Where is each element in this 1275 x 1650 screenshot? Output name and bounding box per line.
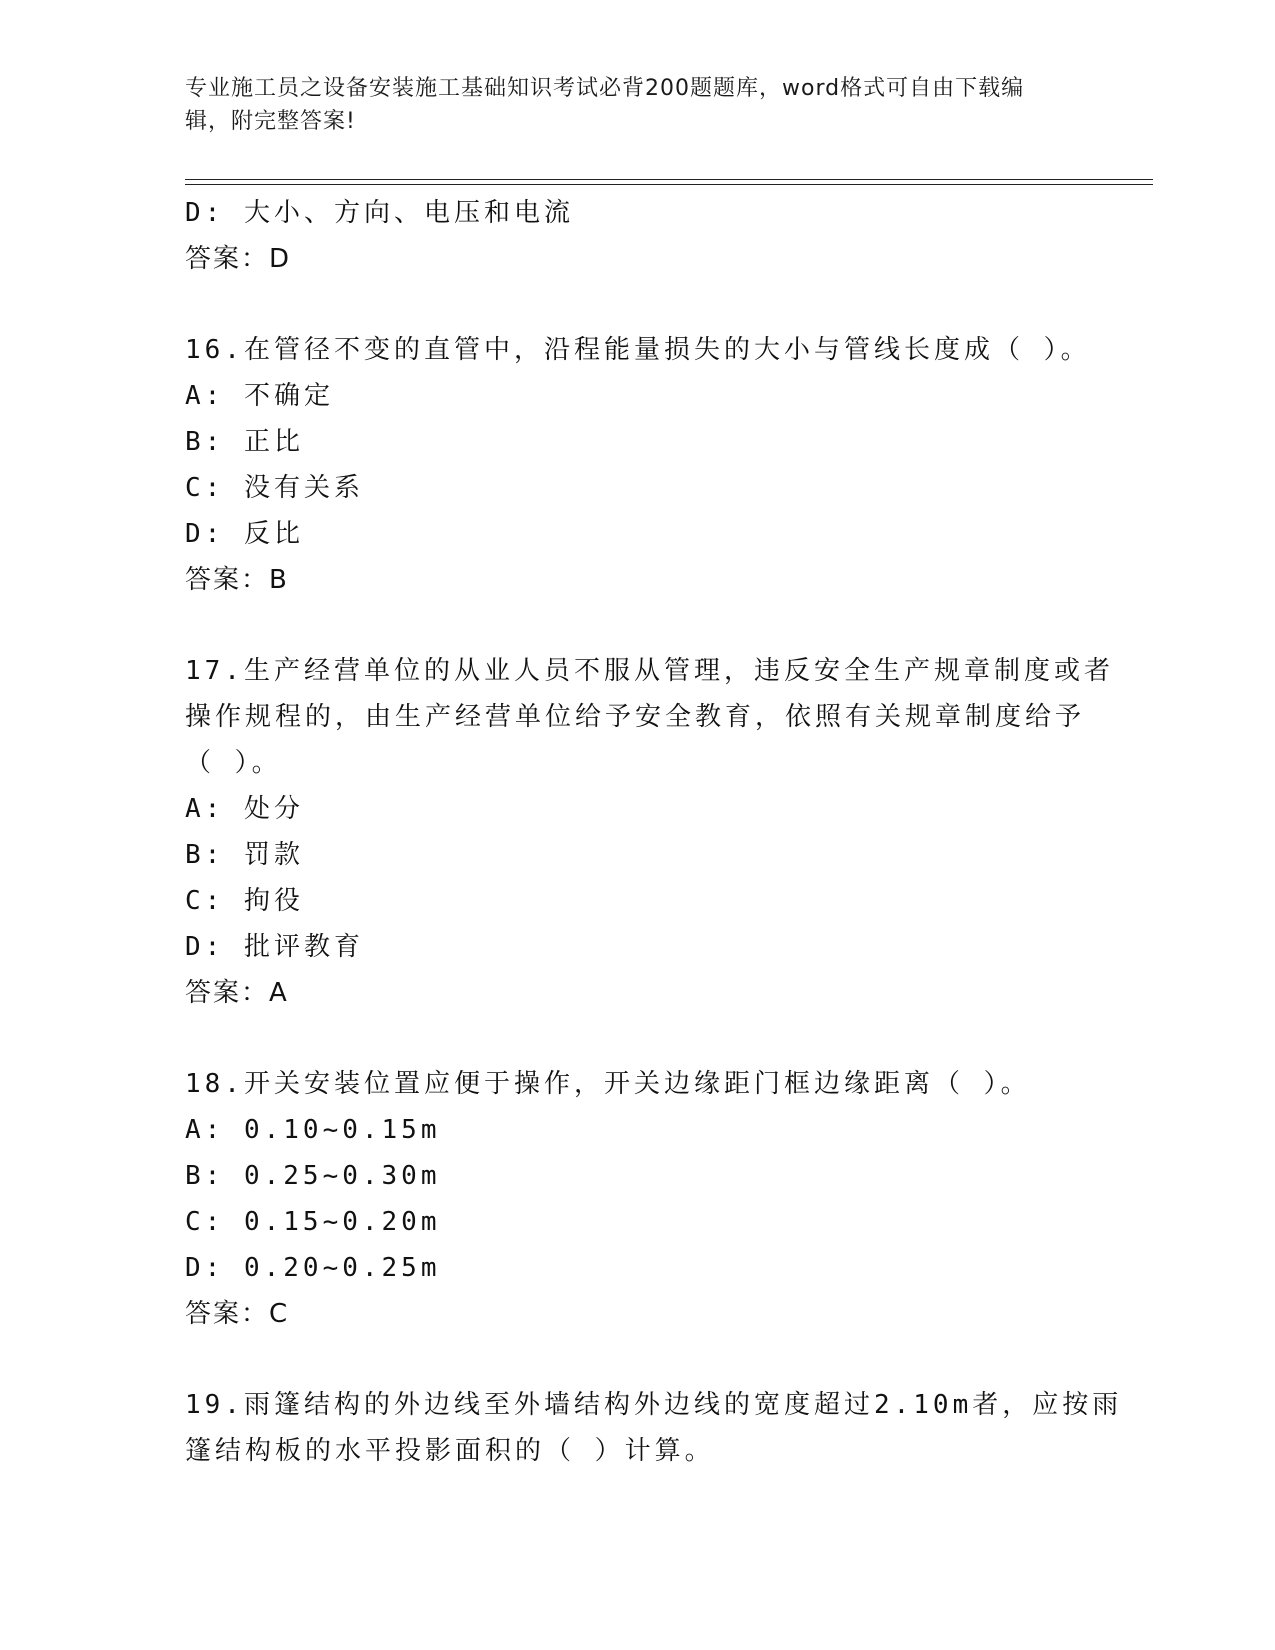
- header-divider-top: [185, 179, 1153, 180]
- answer-line: 答案：B: [185, 565, 289, 595]
- question-text-line-1: 17.生产经营单位的从业人员不服从管理，违反安全生产规章制度或者: [185, 656, 1114, 686]
- option-a: A: 处分: [185, 794, 304, 824]
- option-a: A: 0.10~0.15m: [185, 1115, 441, 1145]
- question-text-line-3: （ ）。: [185, 748, 282, 778]
- option-d: D: 0.20~0.25m: [185, 1253, 441, 1283]
- answer-line: 答案：A: [185, 978, 289, 1008]
- option-b: B: 正比: [185, 427, 304, 457]
- option-c: C: 拘役: [185, 886, 304, 916]
- option-d: D: 大小、方向、电压和电流: [185, 198, 574, 228]
- option-b: B: 0.25~0.30m: [185, 1161, 441, 1191]
- option-d: D: 反比: [185, 519, 304, 549]
- header-divider-bottom: [185, 184, 1153, 185]
- question-text-line-2: 篷结构板的水平投影面积的（ ）计算。: [185, 1436, 715, 1466]
- question-17: [185, 648, 1114, 1016]
- option-c: C: 0.15~0.20m: [185, 1207, 441, 1237]
- option-d: D: 批评教育: [185, 932, 364, 962]
- question-content: [185, 190, 1123, 1474]
- answer-line: 答案：C: [185, 1299, 290, 1329]
- question-text-line-2: 操作规程的，由生产经营单位给予安全教育，依照有关规章制度给予: [185, 702, 1086, 732]
- question-text-line-1: 19.雨篷结构的外边线至外墙结构外边线的宽度超过2.10m者，应按雨: [185, 1390, 1123, 1420]
- option-a: A: 不确定: [185, 381, 334, 411]
- question-16: [185, 327, 1091, 603]
- question-19: [185, 1382, 1123, 1474]
- answer-line: 答案：D: [185, 244, 292, 274]
- question-18: [185, 1061, 1085, 1337]
- option-b: B: 罚款: [185, 840, 304, 870]
- document-header-title: 专业施工员之设备安装施工基础知识考试必背200题题库，word格式可自由下载编辑，附完整答案!: [185, 76, 1025, 134]
- question-text: 16.在管径不变的直管中，沿程能量损失的大小与管线长度成（ ）。: [185, 335, 1091, 365]
- option-c: C: 没有关系: [185, 473, 364, 503]
- question-text: 18.开关安装位置应便于操作，开关边缘距门框边缘距离（ ）。: [185, 1069, 1031, 1099]
